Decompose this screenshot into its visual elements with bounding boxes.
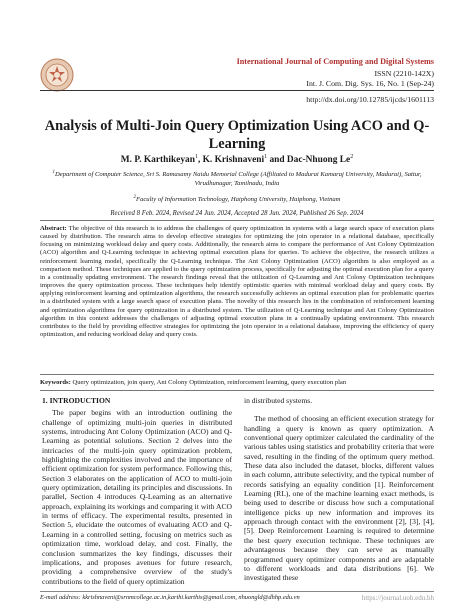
paper-title: Analysis of Multi-Join Query Optimization Using ACO and Q-Learning — [44, 118, 430, 152]
author-affil-mark: 1 — [264, 154, 268, 160]
footer-divider — [40, 591, 434, 592]
author-separator: and — [267, 155, 287, 166]
affiliation-mark: 1 — [52, 170, 56, 175]
keywords-divider — [40, 390, 434, 391]
university-seal-icon — [40, 58, 74, 92]
issn: ISSN (2210-142X) — [374, 69, 434, 78]
publication-dates: Received 8 Feb. 2024, Revised 24 Jun. 2024, Accepted 28 Jun. 2024, Published 26 Sep. 2024 — [110, 210, 364, 217]
abstract-top-divider — [40, 220, 434, 221]
body-column-right — [244, 396, 434, 583]
body-column-left — [42, 396, 232, 586]
abstract-text: The objective of this research is to address the challenges of query optimization in systems with a large search space of execution plans caused by distribution. The research aims to develop effective strategies for optimizing the join operator in a relational database, specifically focusing on minimizing workload delay and query costs. Additionally, the research aims to compare the performance of Ant Colony Optimization (ACO) algorithm and Q-Learning technique in achieving optimal execution plans for queries. To achieve the objective, the research utilizes a reinforcement learning model, specifically the Q-Learning technique. The Ant Colony Optimization (ACO) algorithm is also employed as a comparison method. These techniques are applied to the query optimization process, specifically for adjusting the optimal execution plan for a query in a continually updating environment. The research findings reveal that the utilization of Q-Learning and Ant Colony Optimization techniques improves the query optimization process. These techniques help identify optimistic queries with minimal workload delay and query costs. By applying reinforcement learning and optimization algorithms, the research successfully achieves an optimal execution plan for problematic queries in a distributed system with a large search space of execution plans. The novelty of this research lies in the combination of reinforcement learning and optimization algorithms for query optimization in a distributed system. The utilization of Q-Learning technique and Ant Colony Optimization algorithm in this context addresses the challenges of adjusting optimal execution plans in a continually updating environment. This research contributes to the field by providing effective strategies for optimizing the join operator in a relational database, improving the efficiency of query optimization, and reducing workload delay and query costs. — [40, 225, 434, 339]
journal-title: International Journal of Computing and Digital Systems — [236, 57, 434, 66]
author-name: Dac-Nhuong Le — [286, 155, 351, 166]
author-affil-mark: 2 — [350, 154, 354, 160]
abstract — [40, 225, 434, 339]
affiliation — [40, 194, 434, 205]
header-divider — [40, 90, 434, 91]
author-name: M. P. Karthikeyan — [120, 155, 195, 166]
body-paragraph: in distributed systems. — [244, 396, 313, 405]
affiliation-text: Department of Computer Science, Sri S. Ramasamy Naidu Memorial College (Affiliated to Madurai Kamaraj University, Madurai), Sattur, Virudhunagar, Tamilnadu, India — [55, 171, 422, 187]
author-separator: , — [197, 155, 203, 166]
email-address: E-mail address: kkrishnaveni@srnmcollege.ac.in,karthi.karthis@gmail.com, nhuongld@dhhp.edu.vn — [40, 594, 300, 601]
body-paragraph: The method of choosing an efficient execution strategy for handling a query is known as query optimization. A conventional query optimizer calculated the cardinality of the various tables using statistics and probability criteria that were saved, resulting in the finding of the optimum query method. These data also included the dataset, blocks, different values in each column, attribute selectivity, and the typical number of records satisfying an equality condition [1]. Reinforcement Learning (RL), one of the machine learning exact methods, is being used to describe or discuss how such a computational intelligence picks up new information and improves its approach through contact with the environment [2], [3], [4], [5]. Deep Reinforcement Learning is required to determine the best query execution technique. These techniques are advantageous because they can serve as manually programmed query optimizer components and are adaptable to different workloads and data distributions [6]. We investigated these — [244, 414, 434, 583]
journal-citation: Int. J. Com. Dig. Sys. 16, No. 1 (Sep-24) — [306, 79, 434, 88]
author-list — [40, 154, 434, 165]
abstract-bottom-divider — [40, 374, 434, 375]
author-name: K. Krishnaveni — [202, 155, 265, 166]
affiliation — [40, 169, 434, 188]
section-heading: 1. INTRODUCTION — [42, 396, 111, 405]
keywords-label: Keywords: — [40, 379, 71, 386]
keywords — [40, 379, 434, 387]
keywords-text: Query optimization, join query, Ant Colony Optimization, reinforcement learning, query execution plan — [72, 379, 347, 386]
author-affil-mark: 1 — [194, 154, 198, 160]
affiliation-text: Faculty of Information Technology, Haiphong University, Haiphong, Vietnam — [136, 196, 341, 204]
abstract-label: Abstract: — [40, 225, 67, 232]
affiliation-mark: 2 — [133, 195, 137, 200]
doi-link[interactable]: http://dx.doi.org/10.12785/ijcds/1601113 — [306, 95, 434, 104]
journal-url[interactable]: https://journal.uob.edu.bh — [361, 594, 434, 602]
body-paragraph: The paper begins with an introduction outlining the challenge of optimizing multi-join queries in distributed systems, introducing Ant Colony Optimization (ACO) and Q-Learning as potential solutions. Section 2 delves into the intricacies of the multi-join query optimization problem, highlighting the complexities involved and the importance of efficient optimization for system performance. Following this, Section 3 elaborates on the application of ACO to multi-join query optimization, detailing its principles and discussions. In parallel, Section 4 introduces Q-Learning as an alternative approach, explaining its workings and comparing it with ACO in terms of efficacy. The experimental results, presented in Section 5, elucidate the outcomes of evaluating ACO and Q-Learning in a controlled setting, focusing on metrics such as optimization time, workload delay, and cost. Finally, the conclusion summarizes the key findings, discusses their implications, and proposes avenues for future research, providing a comprehensive overview of the study's contributions to the field of query optimization — [42, 408, 232, 586]
